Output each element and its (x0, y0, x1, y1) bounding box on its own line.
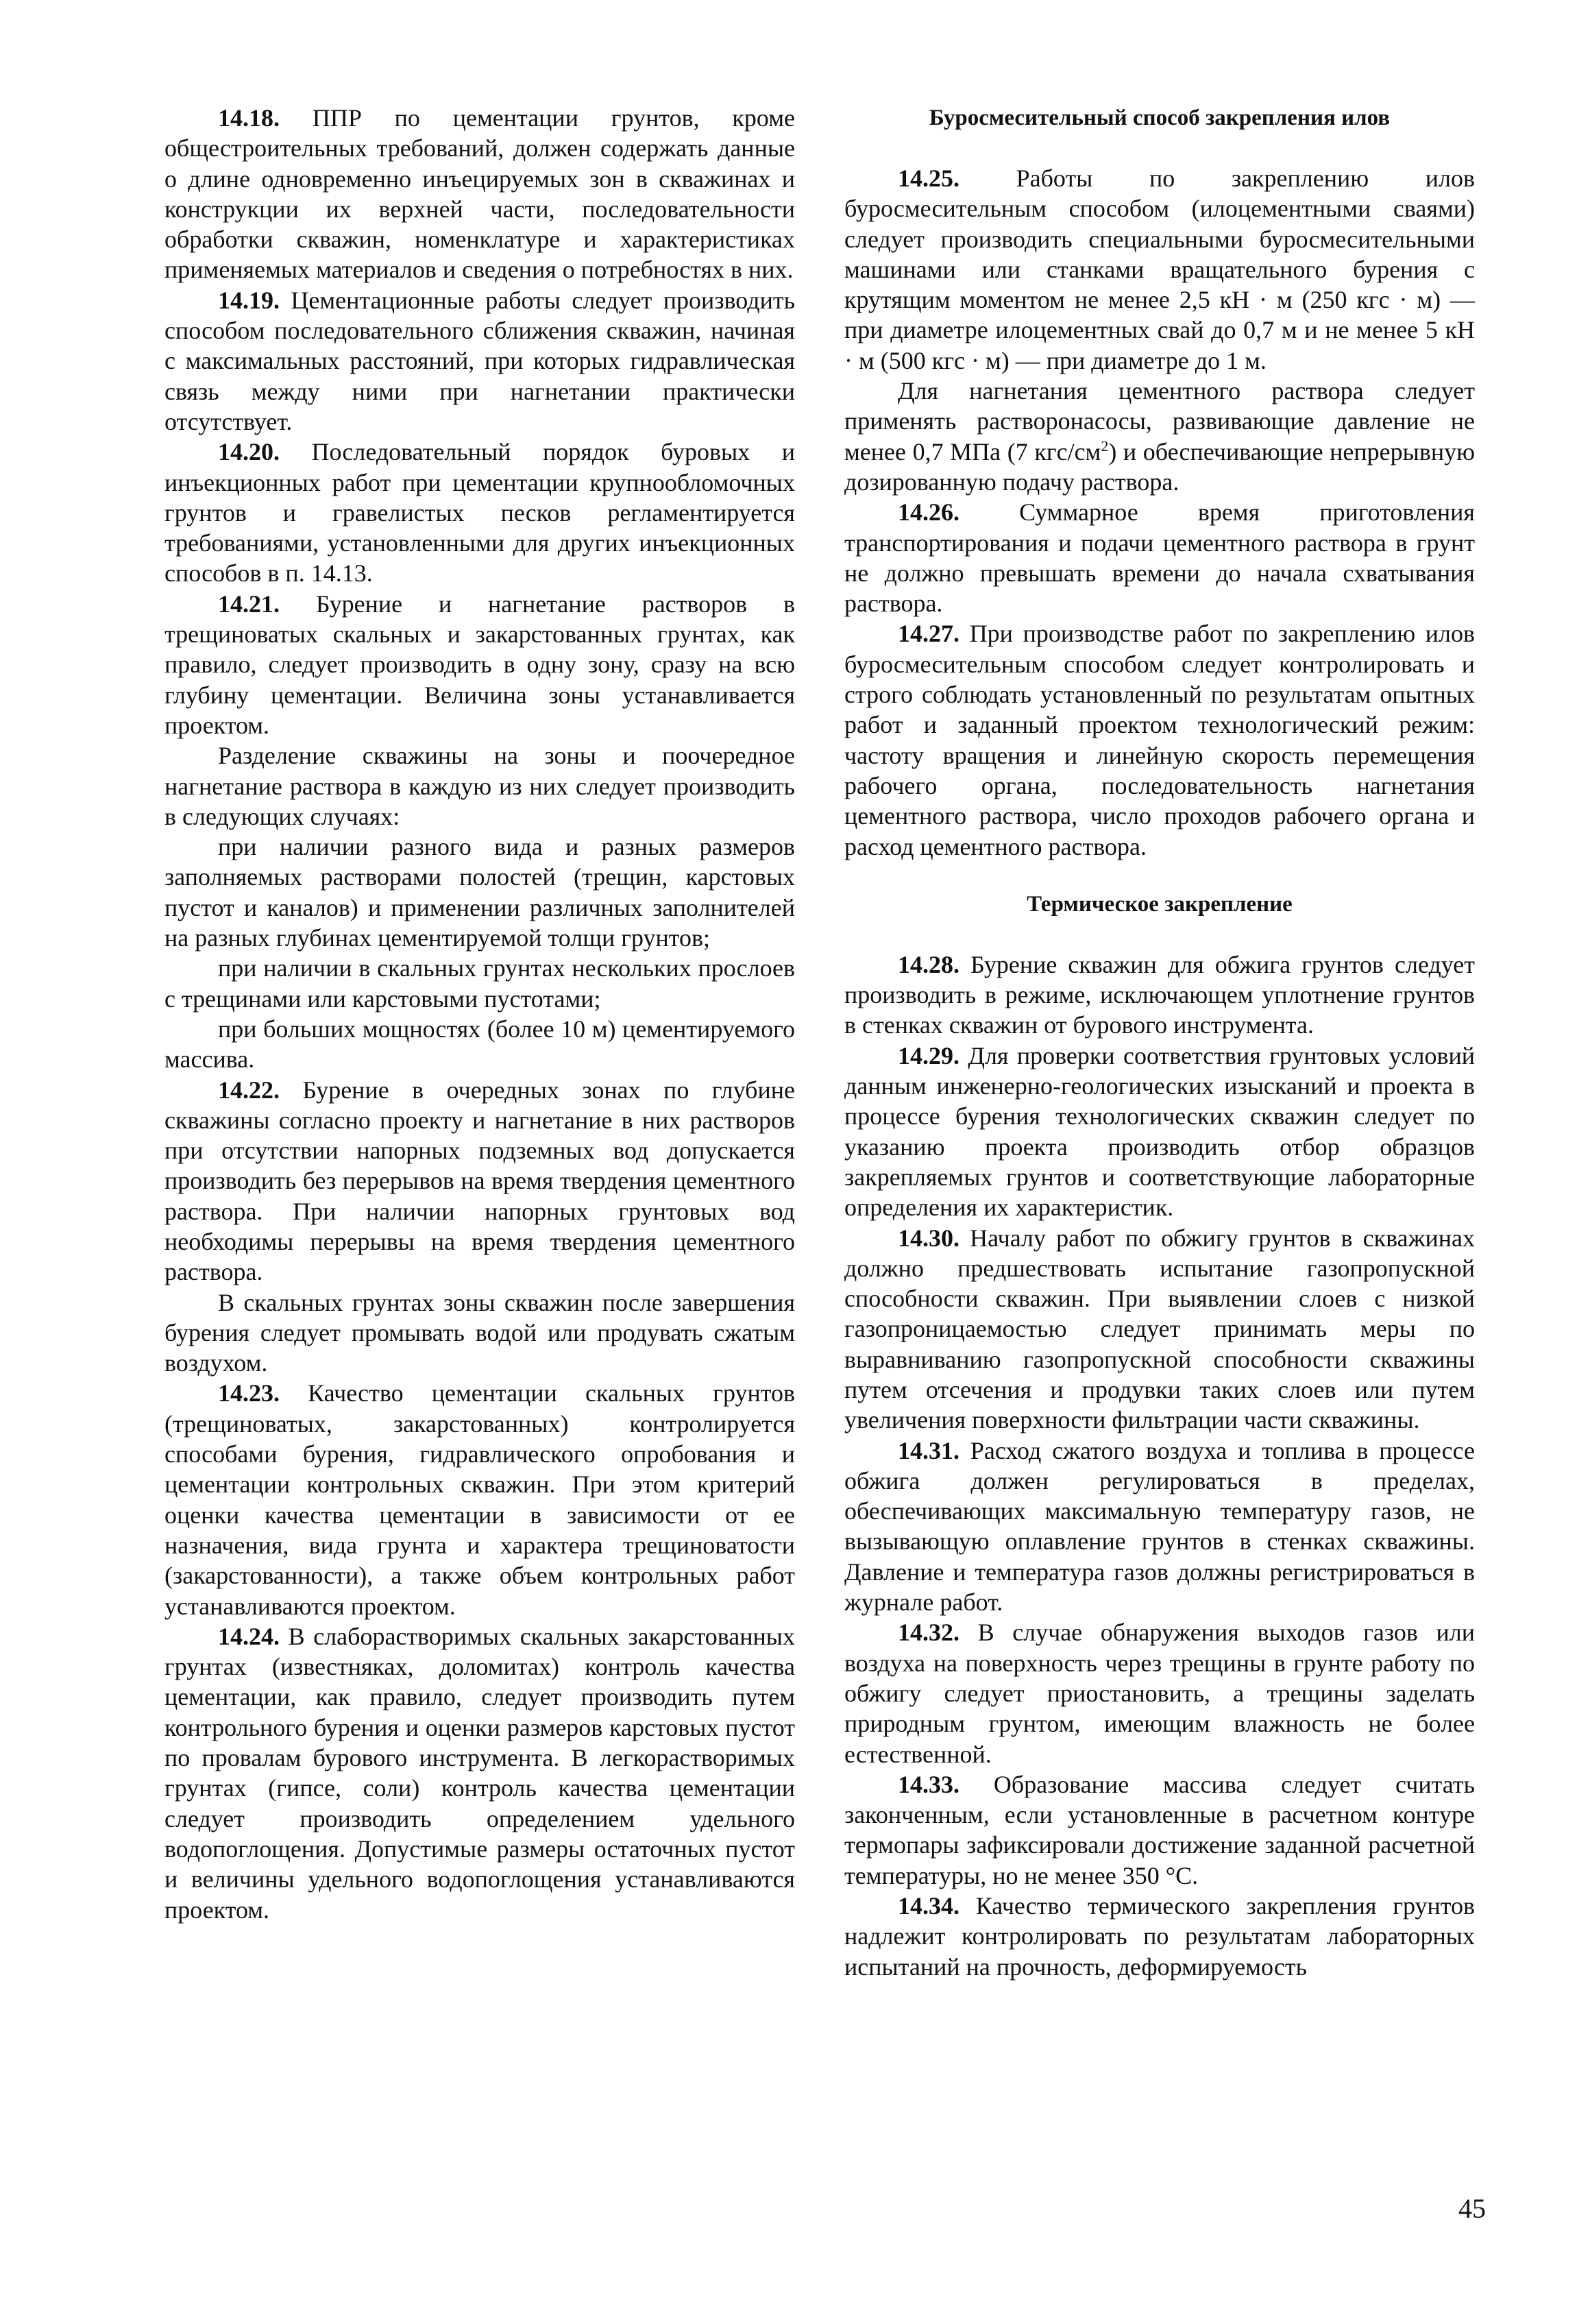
paragraph-14-22 (164, 1075, 795, 1287)
paragraph-text: Суммарное время приготовления транспортирования и подачи цементного раствора в грунт не должно превышать времени до начала схватывания раствора. (844, 498, 1475, 618)
clause-number: 14.18. (218, 104, 280, 132)
clause-number: 14.29. (898, 1041, 959, 1069)
clause-number: 14.32. (898, 1619, 959, 1647)
paragraph-text: Бурение и нагнетание растворов в трещиноватых скальных и закарстованных грунтах, как правило, следует производить в одну зону, сразу на всю глубину цементации. Величина зоны устанавливается проектом. (164, 590, 795, 739)
clause-number: 14.23. (218, 1379, 280, 1407)
paragraph-text: Началу работ по обжигу грунтов в скважинах должно предшествовать испытание газопропускной способности скважин. При выявлении слоев с низкой газопроницаемостью следует принимать меры по выравниванию газопропускной способности скважины путем отсечения и продувки таких слоев или путем увеличения поверхности фильтрации части скважины. (844, 1224, 1475, 1434)
paragraph-14-27 (844, 618, 1475, 861)
paragraph-text: Цементационные работы следует производить способом последовательного сближения скважин, начиная с максимальных расстояний, при которых гидравлическая связь между ними при нагнетании практически отсутствует. (164, 286, 795, 435)
paragraph-text: Бурение скважин для обжига грунтов следует производить в режиме, исключающем уплотнение грунтов в стенках скважин от бурового инструмента. (844, 950, 1475, 1039)
page-number: 45 (1458, 2193, 1486, 2224)
paragraph-14-21-zones: Разделение скважины на зоны и поочередное нагнетание раствора в каждую из них следует производить в следующих случаях: (164, 742, 795, 830)
paragraph-14-25 (844, 163, 1475, 376)
superscript: 2 (1101, 437, 1109, 455)
paragraph-14-29 (844, 1041, 1475, 1223)
paragraph-text: ППР по цементации грунтов, кроме общестроительных требований, должен содержать данные о длине одновременно инъецируемых зон в скважинах и конструкции их верхней части, последовательности обработки скважин, номенклатуре и характеристиках применяемых материалов и сведения о потребностях в них. (164, 104, 795, 284)
clause-number: 14.26. (898, 498, 959, 526)
paragraph-14-32 (844, 1617, 1475, 1769)
paragraph-14-25-pumps (844, 376, 1475, 497)
section-heading-drill-mixing: Буросмесительный способ закрепления илов (929, 106, 1391, 130)
clause-number: 14.19. (218, 286, 280, 314)
paragraph-text: В случае обнаружения выходов газов или воздуха на поверхность через трещины в грунте работу по обжигу следует приостановить, а трещины заделать природным грунтом, имеющим влажность не более естественной. (844, 1619, 1475, 1768)
list-item-2: при наличии в скальных грунтах нескольких прослоев с трещинами или карстовыми пустотами; (164, 954, 795, 1013)
paragraph-text: В слаборастворимых скальных закарстованных грунтах (известняках, доломитах) контроль качества цементации, как правило, следует производить путем контрольного бурения и оценки размеров карстовых пустот по провалам бурового инструмента. В легкорастворимых грунтах (гипсе, соли) контроль качества цементации следует производить определением удельного водопоглощения. Допустимые размеры остаточных пустот и величины удельного водопоглощения устанавливаются проектом. (164, 1622, 795, 1924)
paragraph-text: Качество термического закрепления грунтов надлежит контролировать по результатам лабораторных испытаний на прочность, деформируемость (844, 1892, 1475, 1981)
paragraph-14-30 (844, 1223, 1475, 1436)
paragraph-14-18 (164, 103, 795, 285)
paragraph-text: При производстве работ по закреплению илов буросмесительным способом следует контролировать и строго соблюдать установленный по результатам опытных работ и заданный проектом технологический режим: частоту вращения и линейную скорость перемещения рабочего органа, последовательность нагнетания цементного раствора, число проходов рабочего органа и расход цементного раствора. (844, 620, 1475, 860)
left-column (164, 103, 795, 1925)
paragraph-14-26 (844, 497, 1475, 618)
paragraph-14-22-flushing: В скальных грунтах зоны скважин после завершения бурения следует промывать водой или продувать сжатым воздухом. (164, 1288, 795, 1377)
paragraph-14-33 (844, 1769, 1475, 1891)
paragraph-text: Расход сжатого воздуха и топлива в процессе обжига должен регулироваться в пределах, обеспечивающих максимальную температуру газов, не вызывающую оплавление грунтов в стенках скважины. Давление и температура газов должны регистрироваться в журнале работ. (844, 1436, 1475, 1617)
paragraph-text: Для нагнетания цементного раствора следует применять растворонасосы, развивающие давление не менее 0,7 МПа (7 кгс/см (844, 377, 1475, 465)
paragraph-text: Для проверки соответствия грунтовых условий данным инженерно-геологических изысканий и проекта в процессе бурения технологических скважин следует по указанию проекта производить отбор образцов закрепляемых грунтов и соответствующие лабораторные определения их характеристик. (844, 1041, 1475, 1222)
section-heading-thermal: Термическое закрепление (1027, 891, 1293, 917)
paragraph-text: Качество цементации скальных грунтов (трещиноватых, закарстованных) контролируется способами бурения, гидравлического опробования и цементации контрольных скважин. При этом критерий оценки качества цементации в зависимости от ее назначения, вида грунта и характера трещиноватости (закарстованности), а также объем контрольных работ устанавливаются проектом. (164, 1379, 795, 1620)
paragraph-text: Бурение в очередных зонах по глубине скважины согласно проекту и нагнетание в них растворов при отсутствии напорных подземных вод допускается производить без перерывов на время твердения цементного раствора. При наличии напорных грунтовых вод необходимы перерывы на время твердения цементного раствора. (164, 1076, 795, 1286)
clause-number: 14.34. (898, 1892, 959, 1920)
list-item-3: при больших мощностях (более 10 м) цементируемого массива. (164, 1015, 795, 1074)
paragraph-text: Последовательный порядок буровых и инъекционных работ при цементации крупнообломочных грунтов и гравелистых песков регламентируется требованиями, установленными для других инъекционных способов в п. 14.13. (164, 438, 795, 588)
paragraph-14-24 (164, 1621, 795, 1925)
paragraph-14-21 (164, 589, 795, 740)
paragraph-14-31 (844, 1436, 1475, 1618)
clause-number: 14.22. (218, 1076, 280, 1104)
clause-number: 14.33. (898, 1770, 959, 1798)
paragraph-14-28 (844, 949, 1475, 1041)
clause-number: 14.21. (218, 590, 280, 618)
clause-number: 14.24. (218, 1622, 280, 1650)
right-column (844, 103, 1475, 1982)
paragraph-14-34 (844, 1891, 1475, 1982)
clause-number: 14.30. (898, 1224, 959, 1252)
paragraph-text: Работы по закреплению илов буросмесительным способом (илоцементными сваями) следует производить специальными буросмесительными машинами или станками вращательного бурения с крутящим моментом не менее 2,5 кН · м (250 кгс · м) — при диаметре илоцементных свай до 0,7 м и не менее 5 кН · м (500 кгс · м) — при диаметре до 1 м. (844, 165, 1475, 374)
clause-number: 14.25. (898, 165, 959, 192)
clause-number: 14.28. (898, 950, 959, 978)
clause-number: 14.20. (218, 438, 280, 466)
paragraph-14-20 (164, 437, 795, 588)
paragraph-14-19 (164, 285, 795, 437)
list-item-1: при наличии разного вида и разных размеров заполняемых растворами полостей (трещин, карстовых пустот и каналов) и применении различных заполнителей на разных глубинах цементируемой толщи грунтов; (164, 833, 795, 952)
paragraph-text: ) и обеспечивающие непрерывную дозированную подачу раствора. (844, 437, 1475, 496)
clause-number: 14.31. (898, 1436, 959, 1464)
paragraph-14-23 (164, 1378, 795, 1621)
paragraph-text: Образование массива следует считать законченным, если установленные в расчетном контуре термопары зафиксировали достижение заданной расчетной температуры, но не менее 350 °C. (844, 1770, 1475, 1889)
clause-number: 14.27. (898, 620, 959, 648)
